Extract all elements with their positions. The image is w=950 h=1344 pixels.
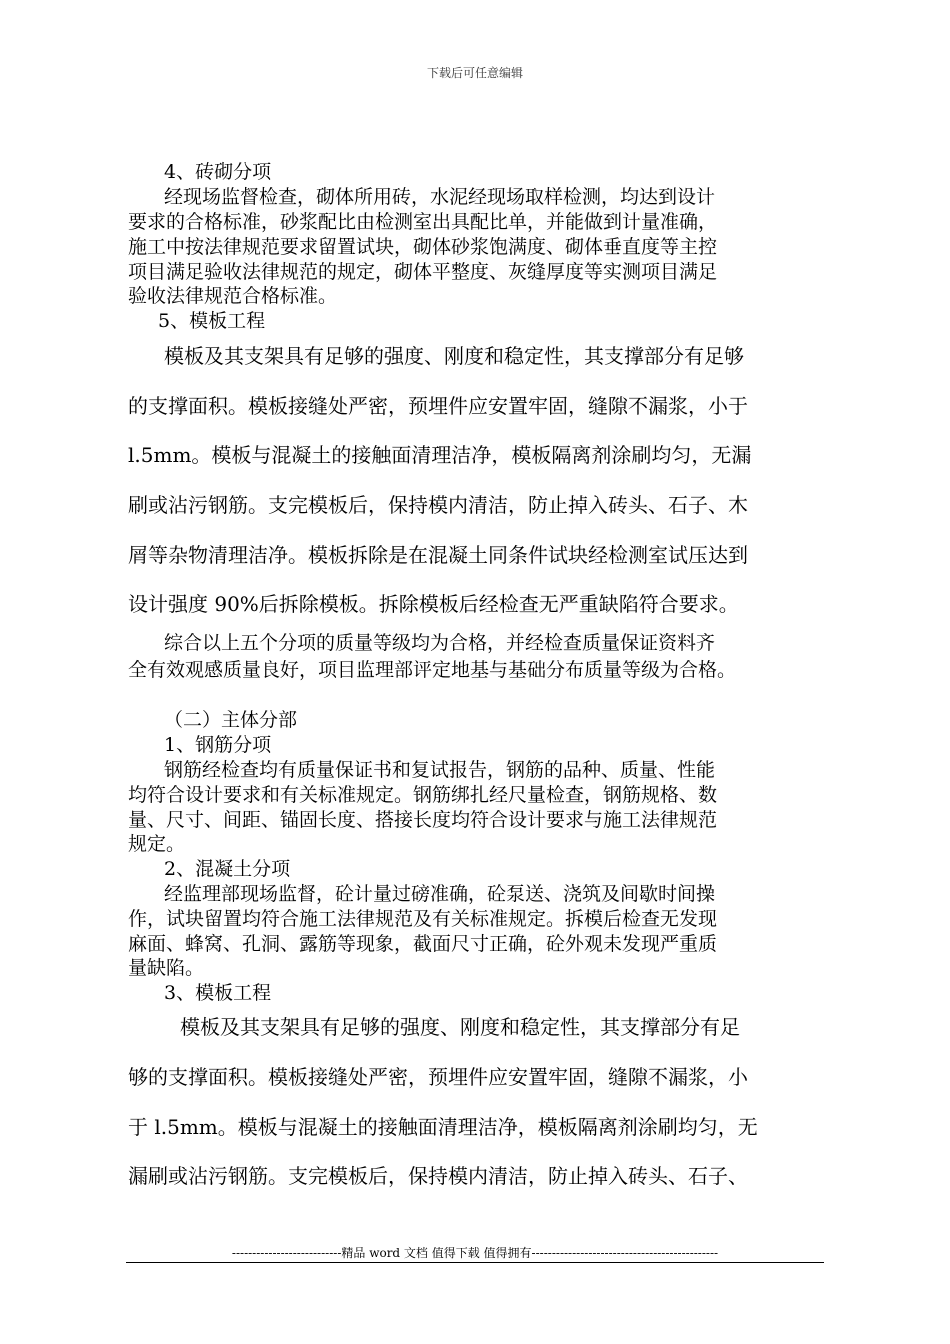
paragraph-line: 要求的合格标准，砂浆配比由检测室出具配比单，并能做到计量准确， [128,211,718,233]
paragraph-line: 够的支撑面积。模板接缝处严密，预埋件应安置牢固，缝隙不漏浆，小 [128,1065,748,1089]
paragraph-line: 项目满足验收法律规范的规定，砌体平整度、灰缝厚度等实测项目满足 [128,261,718,283]
paragraph-line: 麻面、蜂窝、孔洞、露筋等现象，截面尺寸正确，砼外观未发现严重质 [128,933,718,955]
paragraph-line: 漏刷或沾污钢筋。支完模板后，保持模内清洁，防止掉入砖头、石子、 [128,1164,748,1188]
paragraph-line: 模板及其支架具有足够的强度、刚度和稳定性，其支撑部分有足 [180,1015,740,1039]
paragraph-line: 于 l.5mm。模板与混凝土的接触面清理洁净，模板隔离剂涂刷均匀，无 [128,1115,758,1139]
paragraph-line: 经监理部现场监督，砼计量过磅准确，砼泵送、浇筑及间歇时间操 [164,883,716,905]
footer-rule [126,1262,824,1263]
section-heading: （二）主体分部 [164,709,298,731]
paragraph-line: 设计强度 90%后拆除模板。拆除模板后经检查无严重缺陷符合要求。 [128,592,739,616]
paragraph-line: 刷或沾污钢筋。支完模板后，保持模内清洁，防止掉入砖头、石子、木 [128,493,748,517]
paragraph-line: 量缺陷。 [128,957,205,979]
paragraph-line: 全有效观感质量良好，项目监理部评定地基与基础分布质量等级为合格。 [128,659,737,681]
section-heading: 5、模板工程 [158,310,266,332]
paragraph-line: 施工中按法律规范要求留置试块，砌体砂浆饱满度、砌体垂直度等主控 [128,236,718,258]
paragraph-line: 均符合设计要求和有关标准规定。钢筋绑扎经尺量检查，钢筋规格、数 [128,784,718,806]
paragraph-line: 作，试块留置均符合施工法律规范及有关标准规定。拆模后检查无发现 [128,908,718,930]
section-heading: 3、模板工程 [164,982,272,1004]
paragraph-line: 规定。 [128,833,186,855]
paragraph-line: 的支撑面积。模板接缝处严密，预埋件应安置牢固，缝隙不漏浆，小于 [128,394,748,418]
section-heading: 4、砖砌分项 [164,161,272,183]
paragraph-line: l.5mm。模板与混凝土的接触面清理洁净，模板隔离剂涂刷均匀，无漏 [128,443,752,467]
page-header: 下载后可任意编辑 [426,66,523,80]
paragraph-line: 经现场监督检查，砌体所用砖，水泥经现场取样检测，均达到设计 [164,186,716,208]
paragraph-line: 模板及其支架具有足够的强度、刚度和稳定性，其支撑部分有足够 [164,344,744,368]
paragraph-line: 验收法律规范合格标准。 [128,285,338,307]
paragraph-line: 综合以上五个分项的质量等级均为合格，并经检查质量保证资料齐 [164,632,716,654]
paragraph-line: 量、尺寸、间距、锚固长度、搭接长度均符合设计要求与施工法律规范 [128,809,718,831]
page-footer: ---------------------------精品 word 文档 值得下载 值得拥有---------------------------------------------- [231,1246,719,1260]
paragraph-line: 屑等杂物清理洁净。模板拆除是在混凝土同条件试块经检测室试压达到 [128,543,748,567]
section-heading: 1、钢筋分项 [164,734,272,756]
section-heading: 2、混凝土分项 [164,858,291,880]
paragraph-line: 钢筋经检查均有质量保证书和复试报告，钢筋的品种、质量、性能 [164,759,716,781]
